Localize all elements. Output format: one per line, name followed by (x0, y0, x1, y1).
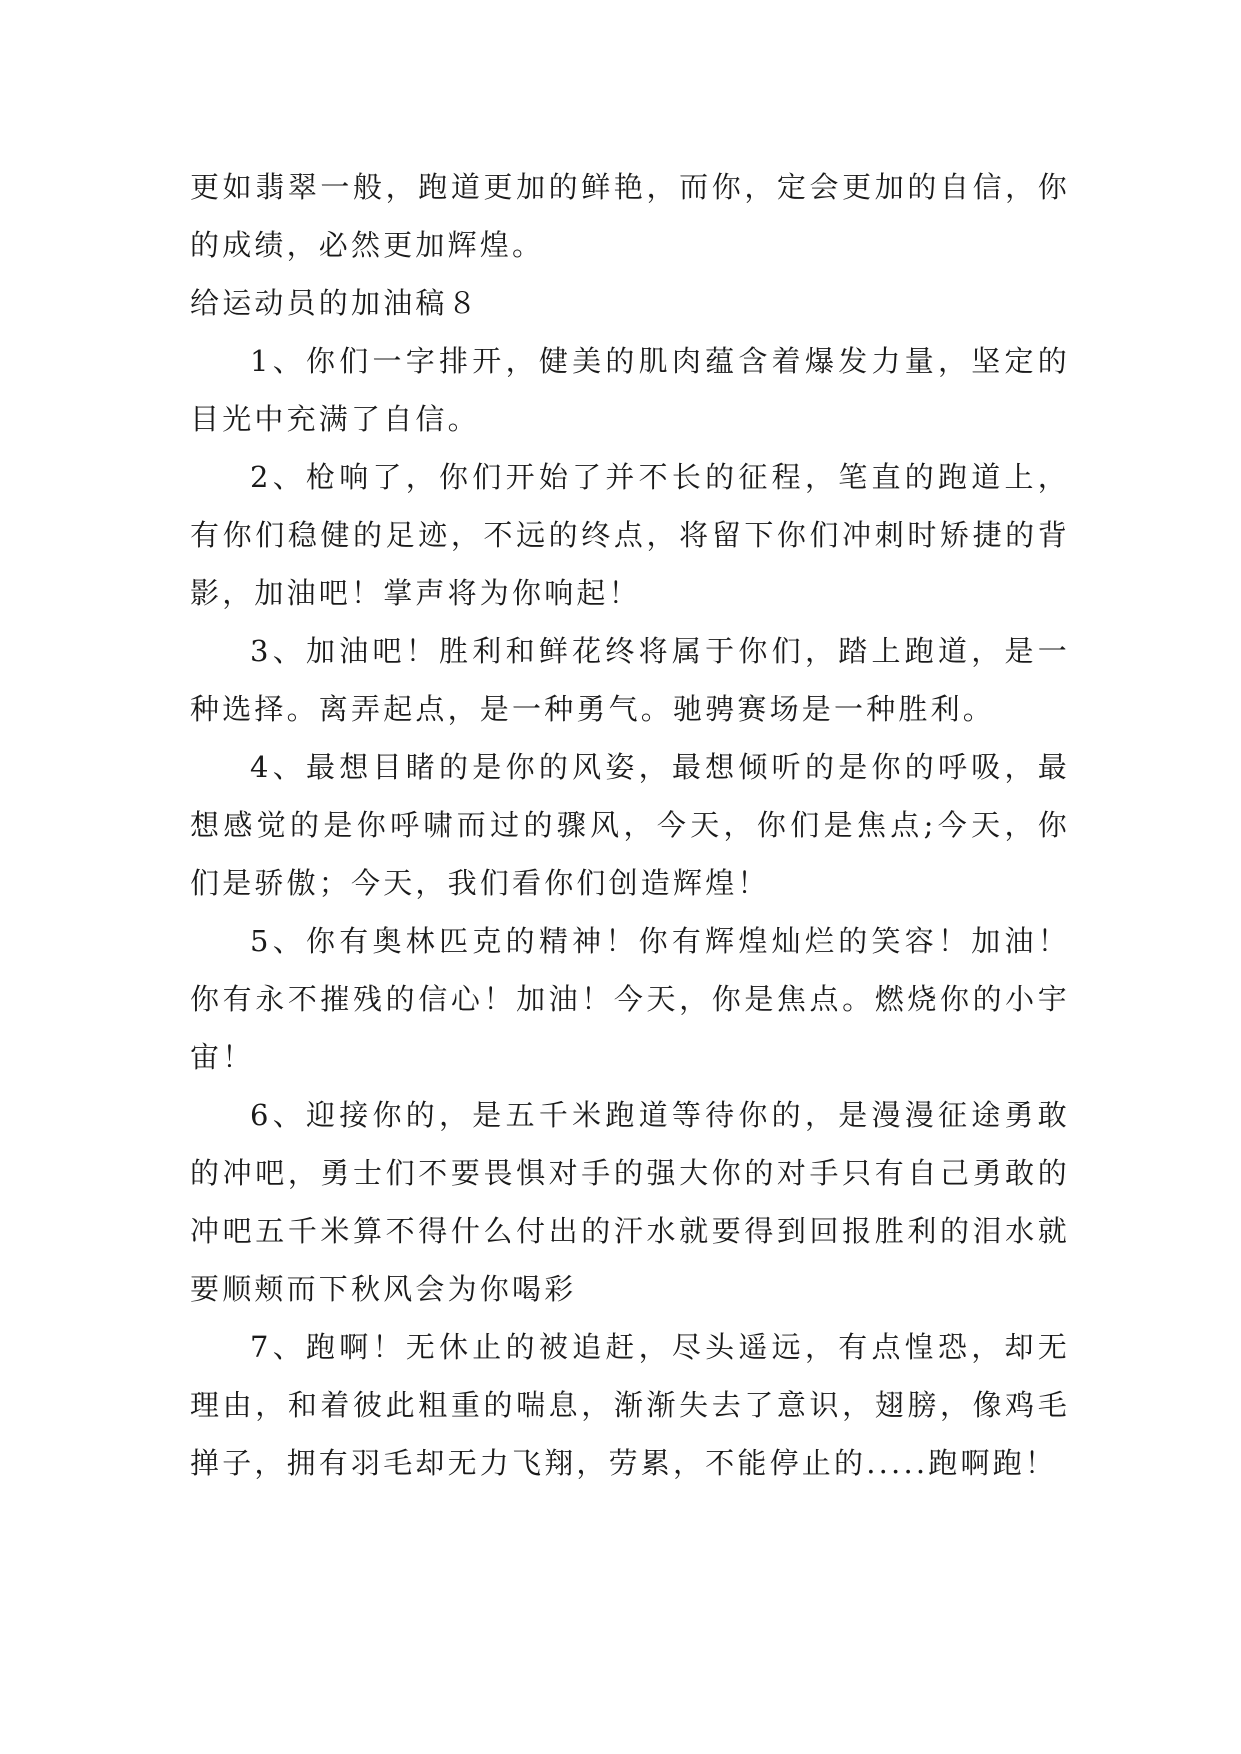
list-item-7: 7、跑啊！无休止的被追赶，尽头遥远，有点惶恐，却无理由，和着彼此粗重的喘息，渐渐失去了意识，翅膀，像鸡毛掸子，拥有羽毛却无力飞翔，劳累，不能停止的.....跑啊跑！ (190, 1330, 1070, 1480)
list-item-3: 3、加油吧！胜利和鲜花终将属于你们，踏上跑道，是一种选择。离弄起点，是一种勇气。驰骋赛场是一种胜利。 (190, 634, 1070, 726)
section-heading: 给运动员的加油稿８ (190, 286, 480, 320)
list-item-1: 1、你们一字排开，健美的肌肉蕴含着爆发力量，坚定的目光中充满了自信。 (190, 344, 1070, 436)
intro-paragraph: 更如翡翠一般，跑道更加的鲜艳，而你，定会更加的自信，你的成绩，必然更加辉煌。 (190, 170, 1070, 262)
document-body (190, 158, 1070, 1492)
list-item-4: 4、最想目睹的是你的风姿，最想倾听的是你的呼吸，最想感觉的是你呼啸而过的骤风，今天，你们是焦点;今天，你们是骄傲；今天，我们看你们创造辉煌！ (190, 750, 1070, 900)
list-item-6: 6、迎接你的，是五千米跑道等待你的，是漫漫征途勇敢的冲吧，勇士们不要畏惧对手的强大你的对手只有自己勇敢的冲吧五千米算不得什么付出的汗水就要得到回报胜利的泪水就要顺颊而下秋风会为你喝彩 (190, 1098, 1070, 1306)
list-item-2: 2、枪响了，你们开始了并不长的征程，笔直的跑道上，有你们稳健的足迹，不远的终点，将留下你们冲刺时矫捷的背影，加油吧！掌声将为你响起！ (190, 460, 1070, 610)
list-item-5: 5、你有奥林匹克的精神！你有辉煌灿烂的笑容！加油！你有永不摧残的信心！加油！今天，你是焦点。燃烧你的小宇宙！ (190, 924, 1070, 1074)
